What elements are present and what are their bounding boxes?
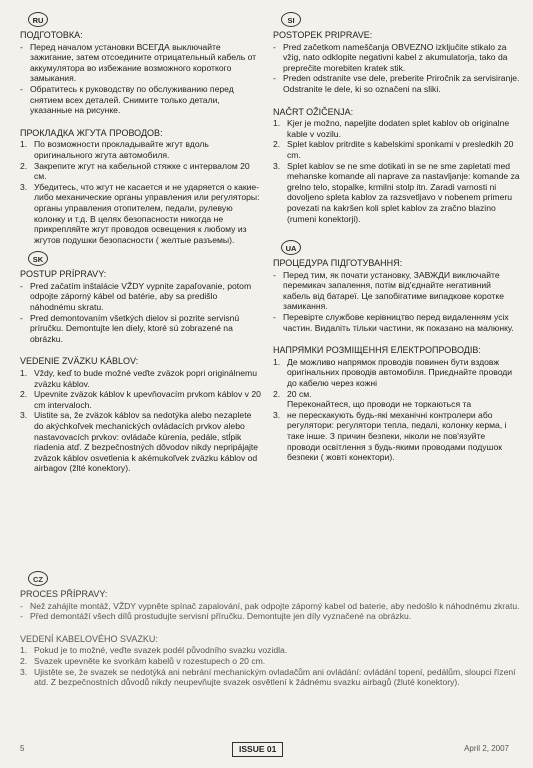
sk-language-badge: SK bbox=[28, 251, 48, 266]
step-number: 1. bbox=[273, 356, 281, 367]
page-number: 5 bbox=[20, 744, 25, 753]
cz-language-badge: CZ bbox=[28, 571, 48, 586]
ru-section bbox=[20, 12, 262, 245]
list-item bbox=[273, 410, 520, 463]
list-item: - Než zahájíte montáž, VŽDY vypněte spínač zapalování, pak odpojte záporný kabel od baterie, aby nedošlo k náhodnému zkratu. bbox=[20, 601, 520, 612]
step-number: 2. bbox=[273, 388, 281, 399]
list-item bbox=[20, 182, 262, 246]
list-item bbox=[273, 357, 520, 389]
ua-prep-title: ПРОЦЕДУРА ПІДГОТУВАННЯ: bbox=[273, 258, 403, 269]
step-text: Vždy, keď to bude možné veďte zväzok popri originálnemu zväzku káblov. bbox=[34, 368, 257, 389]
list-item bbox=[273, 118, 520, 139]
step-text: Убедитесь, что жгут не касается и не ударяется о какие-либо механические органы управления или регуляторы: органы управления отопителем, педали, рулевую колонку и т.д. В целях безопасности никогда не прикрепляйте жгут проводов освещения к любому из жгутов подушки безопасности ( желтые разъемы). bbox=[34, 181, 260, 245]
sk-prep-list bbox=[20, 281, 262, 345]
sk-section bbox=[20, 251, 262, 474]
right-column bbox=[273, 12, 520, 469]
step-text: Svazek upevněte ke svorkám kabelů v rozestupech o 20 cm. bbox=[34, 655, 266, 666]
ua-steps-list bbox=[273, 357, 520, 463]
list-item: - Перевірте службове керівництво перед видаленням усіх частин. Видаліть тільки частини, як показано на малюнку. bbox=[273, 312, 520, 333]
list-item bbox=[20, 161, 262, 182]
step-number: 2. bbox=[273, 139, 281, 150]
cz-prep-title: PROCES PŘÍPRAVY: bbox=[20, 589, 108, 599]
list-item: - Перед тим, як почати установку, ЗАВЖДИ виключайте перемикач запалення, потім від'єднайте негативний кабель від батареї. Це запобігатиме випадкове коротке замикання. bbox=[273, 270, 520, 312]
ru-prep-list bbox=[20, 42, 262, 116]
step-number: 3. bbox=[273, 160, 281, 171]
sk-steps-list bbox=[20, 368, 262, 474]
ua-section bbox=[273, 240, 520, 463]
step-text: Splet kablov se ne sme dotikati in se ne sme zapletati med mehanske komande ali naprave za nastavljanje: komande za grelno telo, stopalke, krmilni stolp itn. Zaradi varnosti ni dovoljeno spleta kablov za razsvetljavo v nobenem primeru povezati na kakršen koli splet kablov za zračno blazino (rumeni konektorji). bbox=[287, 160, 520, 224]
list-item: - Pred demontovaním všetkých dielov si pozrite servisnú príručku. Demontujte len diely, ktoré sú zobrazené na obrázku. bbox=[20, 313, 262, 345]
cz-steps-list bbox=[20, 645, 520, 687]
ru-prep-title: ПОДГОТОВКА: bbox=[20, 30, 83, 40]
step-text: Ujistěte se, že svazek se nedotýká ani nebrání mechanickým ovladačům ani ovládání: ovládání topení, pedálům, sloupci řízení atd. Z bezpečnostních důvodů nikdy neupevňujte svazek osvětlení k žádnému svazku airbagů (žluté konektory). bbox=[34, 666, 516, 688]
step-text: 20 см. bbox=[287, 388, 312, 399]
cz-section bbox=[20, 571, 520, 694]
list-item: - Обратитесь к руководству по обслуживанию перед снятием всех деталей. Снимите только детали, указанные на рисунке. bbox=[20, 84, 262, 116]
ua-steps-title: НАПРЯМКИ РОЗМІЩЕННЯ ЕЛЕКТРОПРОВОДІВ: bbox=[273, 345, 481, 356]
list-item: - Pred začatím inštalácie VŽDY vypnite zapaľovanie, potom odpojte záporný kábel od batérie, aby sa predišlo náhodnému skratu. bbox=[20, 281, 262, 313]
list-item bbox=[20, 410, 262, 474]
list-item bbox=[20, 139, 262, 160]
issue-label: ISSUE 01 bbox=[232, 742, 283, 757]
cz-prep-list bbox=[20, 601, 520, 622]
si-section bbox=[273, 12, 520, 224]
step-number: 1. bbox=[20, 368, 28, 379]
step-text: Переконайтеся, що проводи не торкаються та bbox=[287, 399, 472, 410]
step-text: Де можливо напрямок проводів повинен бути вздовж оригінальних проводів автомобіля. Приєднайте проводи до кабелю через кожні bbox=[287, 356, 513, 389]
si-steps-list bbox=[273, 118, 520, 224]
cz-steps-title: VEDENÍ KABELOVÉHO SVAZKU: bbox=[20, 633, 158, 644]
ua-language-badge: UA bbox=[281, 240, 301, 255]
step-text: Upevnite zväzok káblov k upevňovacím prvkom káblov v 20 cm intervaloch. bbox=[34, 389, 261, 410]
list-item: - Před demontáží všech dílů prostudujte servisní příručku. Demontujte jen díly vyznačené na obrázku. bbox=[20, 611, 520, 622]
step-number: 3. bbox=[273, 409, 281, 420]
sk-prep-title: POSTUP PRÍPRAVY: bbox=[20, 269, 107, 280]
si-steps-title: NAČRT OŽIČENJA: bbox=[273, 106, 354, 117]
step-text: Splet kablov pritrdite s kabelskimi sponkami v presledkih 20 cm. bbox=[287, 139, 514, 160]
step-number: 1. bbox=[20, 645, 28, 656]
step-text: По возможности прокладывайте жгут вдоль оригинального жгута автомобиля. bbox=[34, 139, 209, 160]
step-number: 2. bbox=[20, 160, 28, 171]
ru-steps-title: ПРОКЛАДКА ЖГУТА ПРОВОДОВ: bbox=[20, 127, 163, 138]
step-text: Kjer je možno, napeljite dodaten splet kablov ob originalne kable v vozilu. bbox=[287, 118, 510, 139]
step-number: 3. bbox=[20, 410, 28, 421]
ru-steps-list bbox=[20, 139, 262, 245]
si-prep-list bbox=[273, 42, 520, 95]
si-prep-title: POSTOPEK PRIPRAVE: bbox=[273, 30, 373, 40]
step-number: 3. bbox=[20, 666, 28, 677]
list-item bbox=[273, 399, 520, 410]
list-item bbox=[20, 667, 520, 688]
ua-prep-list bbox=[273, 270, 520, 334]
step-text: не перескакують будь-які механічні контролери або регулятори: регулятори тепла, педалі, колонку керма, і таке інше. З причин безпеки, ніколи не пов'язуйте проводи освітлення з будь-якими проводами подушок безпеки ( жовті конектори). bbox=[287, 409, 507, 463]
list-item: - Preden odstranite vse dele, preberite Priročnik za servisiranje. Odstranite le dele, ki so označeni na sliki. bbox=[273, 73, 520, 94]
step-number: 1. bbox=[20, 139, 28, 150]
step-number: 1. bbox=[273, 118, 281, 129]
issue-date: April 2, 2007 bbox=[464, 744, 509, 753]
list-item bbox=[273, 139, 520, 160]
list-item bbox=[20, 656, 520, 667]
si-language-badge: SI bbox=[281, 12, 301, 27]
sk-steps-title: VEDENIE ZVÄZKU KÁBLOV: bbox=[20, 356, 139, 367]
list-item bbox=[273, 389, 520, 400]
step-text: Pokud je to možné, veďte svazek podél původního svazku vozidla. bbox=[34, 645, 288, 656]
step-number: 2. bbox=[20, 389, 28, 400]
list-item bbox=[20, 368, 262, 389]
ru-language-badge: RU bbox=[28, 12, 48, 27]
list-item: - Перед началом установки ВСЕГДА выключайте зажигание, затем отсоедините отрицательный кабель от аккумулятора во избежание возможного короткого замыкания. bbox=[20, 42, 262, 84]
list-item bbox=[20, 645, 520, 656]
list-item bbox=[20, 389, 262, 410]
list-item bbox=[273, 161, 520, 225]
step-text: Закрепите жгут на кабельной стяжке с интервалом 20 см. bbox=[34, 160, 250, 182]
left-column bbox=[20, 12, 262, 480]
step-number: 2. bbox=[20, 655, 28, 666]
step-text: Uistite sa, že zväzok káblov sa nedotýka alebo nezaplete do akýchkoľvek mechanických ovládacích prvkov alebo nastavovacích prvkov: ovládače kúrenia, pedále, stĺpik riadenia atď. Z bezpečnostných dôvodov nikdy nepripájajte zväzok káblov osvetlenia k akémukoľvek zväzku káblov od airbagov (žlté konektory). bbox=[34, 410, 259, 474]
list-item: - Pred začetkom nameščanja OBVEZNO izključite stikalo za vžig, nato odklopite negativni kabel z akumulatorja, tako da preprečite morebiten kratek stik. bbox=[273, 42, 520, 74]
step-number: 3. bbox=[20, 181, 28, 192]
